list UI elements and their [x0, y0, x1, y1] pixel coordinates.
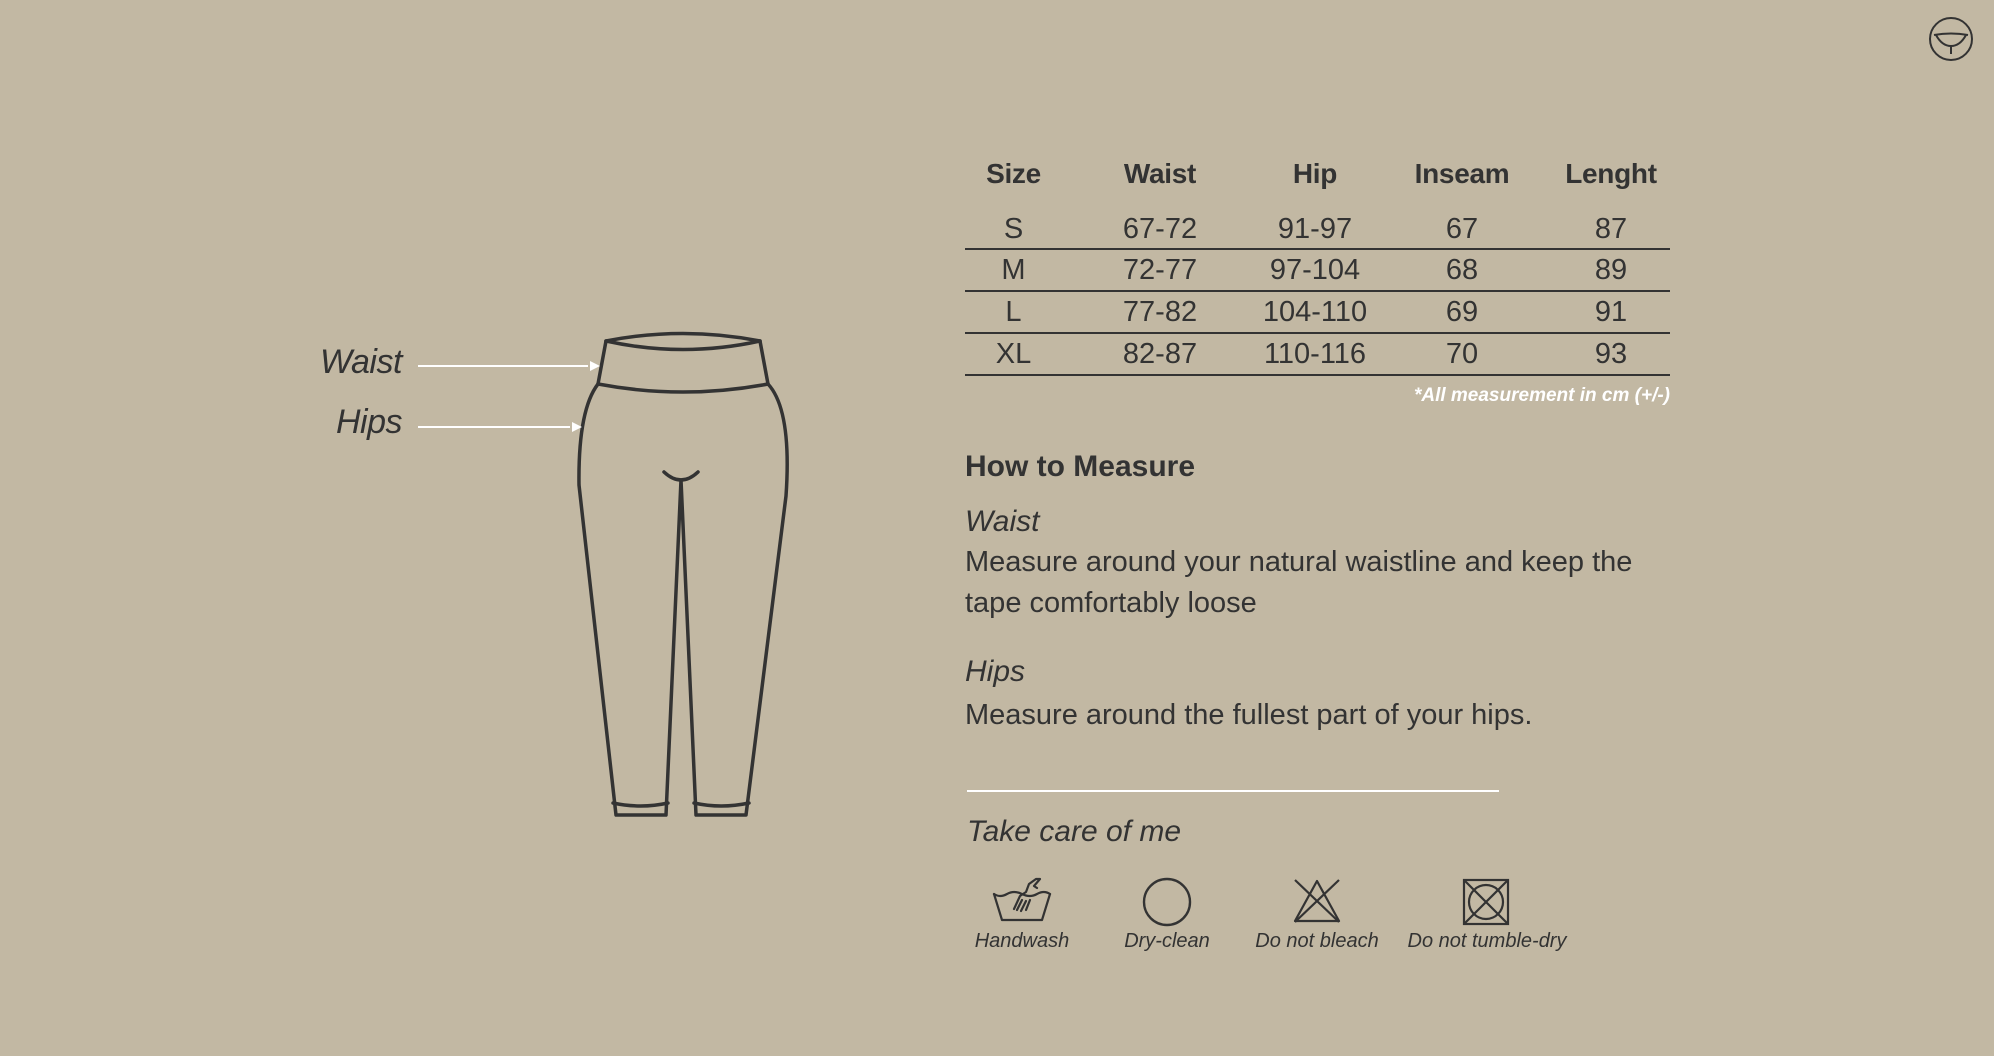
cell-waist: 77-82 [1062, 291, 1258, 333]
cell-length: 91 [1552, 291, 1670, 333]
no-bleach-label: Do not bleach [1255, 930, 1379, 952]
cell-waist: 72-77 [1062, 249, 1258, 291]
table-row [965, 249, 1670, 291]
callout-hips-line [418, 426, 570, 428]
cell-length: 93 [1552, 333, 1670, 375]
table-row [965, 198, 1670, 249]
no-tumble-dry-label: Do not tumble-dry [1407, 930, 1567, 952]
hips-subheading: Hips [965, 655, 1026, 688]
header-inseam: Inseam [1414, 158, 1510, 189]
cell-inseam: 69 [1372, 291, 1552, 333]
handwash-icon [992, 876, 1052, 926]
measurement-note: *All measurement in cm (+/-) [1413, 385, 1670, 406]
brand-logo-icon [1928, 16, 1974, 62]
cell-size: XL [965, 333, 1062, 375]
hips-instructions: Measure around the fullest part of your hips. [965, 699, 1533, 731]
header-waist: Waist [1123, 158, 1197, 189]
no-tumble-dry-icon [1462, 878, 1510, 926]
callout-waist-label: Waist [320, 343, 402, 381]
cell-size: M [965, 249, 1062, 291]
table-row [965, 333, 1670, 375]
cell-size: L [965, 291, 1062, 333]
how-to-measure-title: How to Measure [965, 450, 1196, 483]
callout-hips-arrow [572, 422, 582, 432]
size-chart-table [965, 150, 1670, 376]
dry-clean-label: Dry-clean [1124, 930, 1210, 952]
size-chart-header-row [965, 150, 1670, 198]
waist-subheading: Waist [965, 505, 1040, 538]
handwash-label: Handwash [974, 930, 1070, 952]
table-row [965, 291, 1670, 333]
cell-hip: 97-104 [1258, 249, 1372, 291]
no-bleach-icon [1292, 878, 1342, 924]
callout-hips-label: Hips [336, 403, 403, 441]
header-length: Lenght [1565, 158, 1657, 189]
cell-hip: 91-97 [1258, 198, 1372, 249]
care-divider [967, 790, 1499, 792]
cell-hip: 104-110 [1258, 291, 1372, 333]
header-size: Size [986, 158, 1041, 189]
leggings-illustration [560, 330, 800, 836]
header-hip: Hip [1292, 158, 1338, 189]
waist-instructions: Measure around your natural waistline and keep the tape comfortably loose [965, 546, 1633, 619]
cell-hip: 110-116 [1258, 333, 1372, 375]
cell-waist: 67-72 [1062, 198, 1258, 249]
cell-inseam: 70 [1372, 333, 1552, 375]
callout-waist-line [418, 365, 588, 367]
dry-clean-icon [1141, 876, 1193, 928]
care-title: Take care of me [967, 815, 1181, 848]
cell-length: 89 [1552, 249, 1670, 291]
cell-inseam: 68 [1372, 249, 1552, 291]
cell-inseam: 67 [1372, 198, 1552, 249]
cell-waist: 82-87 [1062, 333, 1258, 375]
cell-length: 87 [1552, 198, 1670, 249]
cell-size: S [965, 198, 1062, 249]
callout-waist-arrow [590, 361, 600, 371]
